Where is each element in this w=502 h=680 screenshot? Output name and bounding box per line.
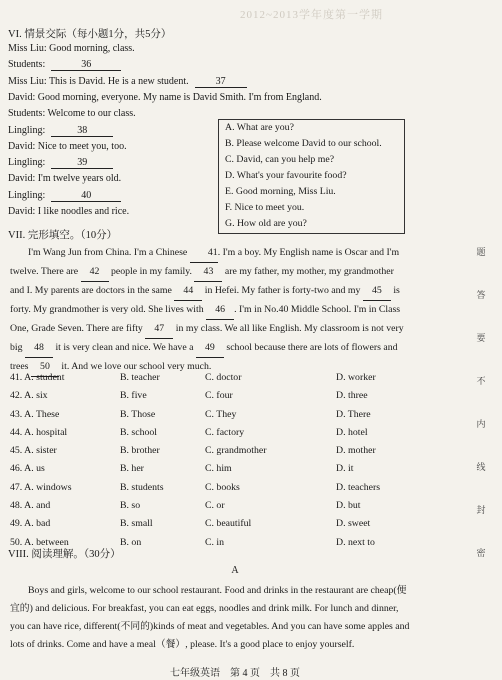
page-footer: 七年级英语 第 4 页 共 8 页 bbox=[170, 668, 300, 679]
blank-49: 49 bbox=[196, 339, 224, 358]
text: One, Grade Seven. There are fifty bbox=[10, 323, 143, 334]
text: it. And we love our school very much. bbox=[61, 361, 212, 372]
choice-option: 47. A. windows bbox=[10, 481, 72, 493]
margin-char: 线 bbox=[476, 462, 486, 472]
blank-45: 45 bbox=[363, 282, 391, 301]
choice-option: D. hotel bbox=[336, 426, 368, 438]
text: it is very clean and nice. We have a bbox=[55, 342, 194, 353]
choice-option: B. Those bbox=[120, 408, 156, 420]
choice-option: B. school bbox=[120, 426, 158, 438]
blank-42: 42 bbox=[81, 263, 109, 282]
choice-option: C. or bbox=[205, 500, 225, 512]
faint-header: 2012~2013学年度第一学期 bbox=[240, 9, 383, 21]
cloze-passage bbox=[10, 244, 460, 377]
dialogue-text: Miss Liu: Good morning, class. bbox=[8, 43, 135, 54]
option-a: A. What are you? bbox=[225, 122, 294, 133]
blank-37: 37 bbox=[195, 76, 247, 88]
option-c: C. David, can you help me? bbox=[225, 154, 335, 165]
options-box bbox=[218, 119, 405, 234]
text: I'm Wang Jun from China. I'm a Chinese bbox=[28, 247, 188, 258]
text: school because there are lots of flowers and bbox=[226, 342, 398, 353]
blank-50: 50 bbox=[31, 358, 59, 377]
dialogue-text: Lingling: bbox=[8, 189, 46, 201]
choice-option: B. students bbox=[120, 481, 164, 493]
dialogue-line bbox=[8, 190, 121, 202]
text: in Hefei. My father is forty-two and my bbox=[204, 285, 361, 296]
blank-41: 41 bbox=[190, 244, 218, 263]
dialogue-line bbox=[8, 59, 121, 71]
blank-40: 40 bbox=[51, 190, 121, 202]
choice-option: 45. A. sister bbox=[10, 445, 57, 457]
option-f: F. Nice to meet you. bbox=[225, 202, 305, 213]
dialogue-line bbox=[8, 125, 113, 137]
choice-option: C. books bbox=[205, 481, 240, 493]
margin-char: 内 bbox=[476, 419, 486, 429]
choice-option: C. factory bbox=[205, 426, 245, 438]
margin-char: 答 bbox=[476, 290, 486, 300]
reading-line: you can have rice, different(不同的)kinds of meat and vegetables. And you can have some apples and bbox=[10, 621, 410, 632]
dialogue-line bbox=[8, 157, 113, 169]
option-e: E. Good morning, Miss Liu. bbox=[225, 186, 336, 197]
text: big bbox=[10, 342, 23, 353]
reading-line: Boys and girls, welcome to our school restaurant. Food and drinks in the restaurant are cheap(便 bbox=[28, 585, 407, 596]
reading-passage bbox=[10, 582, 460, 654]
margin-char: 密 bbox=[476, 548, 486, 558]
dialogue-text: David: I'm twelve years old. bbox=[8, 173, 122, 185]
blank-47: 47 bbox=[145, 320, 173, 339]
option-d: D. What's your favourite food? bbox=[225, 170, 347, 181]
blank-36: 36 bbox=[51, 59, 121, 71]
text: trees bbox=[10, 361, 29, 372]
dialogue-text: Students: Welcome to our class. bbox=[8, 108, 136, 120]
choice-option: C. grandmother bbox=[205, 445, 267, 457]
blank-38: 38 bbox=[51, 125, 113, 137]
choice-option: D. it bbox=[336, 463, 354, 475]
blank-46: 46 bbox=[206, 301, 234, 320]
text: in my class. We all like English. My classroom is not very bbox=[175, 323, 404, 334]
choice-option: C. They bbox=[205, 408, 237, 420]
text: forty. My grandmother is very old. She lives with bbox=[10, 304, 204, 315]
choice-option: 46. A. us bbox=[10, 463, 45, 475]
dialogue-line bbox=[8, 43, 135, 54]
blank-44: 44 bbox=[174, 282, 202, 301]
choice-option: B. on bbox=[120, 536, 142, 548]
dialogue-line bbox=[8, 206, 129, 217]
choice-option: C. beautiful bbox=[205, 518, 252, 530]
choice-option: C. four bbox=[205, 390, 233, 402]
reading-line: 宜的) and delicious. For breakfast, you can eat eggs, noodles and drink milk. For lunch and dinner, bbox=[10, 603, 399, 614]
choice-option: C. in bbox=[205, 536, 225, 548]
dialogue-line bbox=[8, 108, 136, 119]
dialogue-line bbox=[8, 92, 322, 103]
text: . I'm in No.40 Middle School. I'm in Class bbox=[234, 304, 401, 315]
choice-option: D. worker bbox=[336, 372, 376, 383]
blank-43: 43 bbox=[194, 263, 222, 282]
section-7-title: VII. 完形填空。（10分） bbox=[8, 230, 118, 241]
section-8-title: VIII. 阅读理解。（30分） bbox=[8, 549, 121, 560]
dialogue-text: David: I like noodles and rice. bbox=[8, 206, 130, 217]
choice-option: B. so bbox=[120, 500, 141, 512]
choice-option: B. her bbox=[120, 463, 144, 475]
binding-margin-text bbox=[474, 245, 488, 589]
dialogue-text: Lingling: bbox=[8, 157, 46, 169]
text: and I. My parents are doctors in the same bbox=[10, 285, 172, 296]
passage-label: A bbox=[231, 565, 239, 576]
choice-option: D. sweet bbox=[336, 518, 371, 530]
choice-option: D. three bbox=[336, 390, 368, 402]
choice-option: D. mother bbox=[336, 445, 376, 457]
choice-option: 44. A. hospital bbox=[10, 426, 68, 438]
text: are my father, my mother, my grandmother bbox=[224, 266, 394, 277]
choice-option: 49. A. bad bbox=[10, 518, 51, 530]
choice-option: 50. A. between bbox=[10, 536, 69, 548]
blank-48: 48 bbox=[25, 339, 53, 358]
choice-option: D. There bbox=[336, 408, 371, 420]
choice-option: B. small bbox=[120, 518, 153, 530]
dialogue-text: Students: bbox=[8, 59, 46, 71]
option-g: G. How old are you? bbox=[225, 218, 307, 229]
margin-char: 不 bbox=[476, 376, 486, 386]
text: people in my family. bbox=[111, 266, 192, 277]
choice-option: B. teacher bbox=[120, 372, 160, 383]
text: is bbox=[393, 285, 400, 296]
choice-option: B. five bbox=[120, 390, 147, 402]
dialogue-text: David: Good morning, everyone. My name is David Smith. I'm from England. bbox=[8, 91, 322, 103]
choice-option: 43. A. These bbox=[10, 408, 60, 420]
choice-option: B. brother bbox=[120, 445, 160, 457]
choice-option: D. but bbox=[336, 500, 361, 512]
margin-char: 要 bbox=[476, 333, 486, 343]
section-6-title: VI. 情景交际（每小题1分，共5分） bbox=[8, 29, 172, 40]
dialogue-line bbox=[8, 141, 127, 152]
blank-39: 39 bbox=[51, 157, 113, 169]
text: . I'm a boy. My English name is Oscar and I'm bbox=[217, 247, 400, 258]
reading-line: lots of drinks. Come and have a meal（餐）, please. It's a good place to enjoy yourself. bbox=[10, 639, 355, 650]
choice-option: 42. A. six bbox=[10, 390, 48, 402]
dialogue-text: Lingling: bbox=[8, 124, 46, 136]
dialogue-text: Miss Liu: This is David. He is a new student. bbox=[8, 75, 189, 87]
choice-option: C. him bbox=[205, 463, 232, 475]
choice-option: 41. A. student bbox=[10, 372, 65, 383]
dialogue-line bbox=[8, 76, 247, 88]
option-b: B. Please welcome David to our school. bbox=[225, 138, 382, 149]
margin-char: 封 bbox=[476, 505, 486, 515]
choice-option: D. teachers bbox=[336, 481, 381, 493]
choice-option: D. next to bbox=[336, 536, 375, 548]
margin-char: 题 bbox=[476, 247, 486, 257]
dialogue-text: David: Nice to meet you, too. bbox=[8, 140, 127, 152]
choice-option: 48. A. and bbox=[10, 500, 51, 512]
text: twelve. There are bbox=[10, 266, 79, 277]
choice-option: C. doctor bbox=[205, 372, 242, 383]
dialogue-line bbox=[8, 173, 121, 184]
